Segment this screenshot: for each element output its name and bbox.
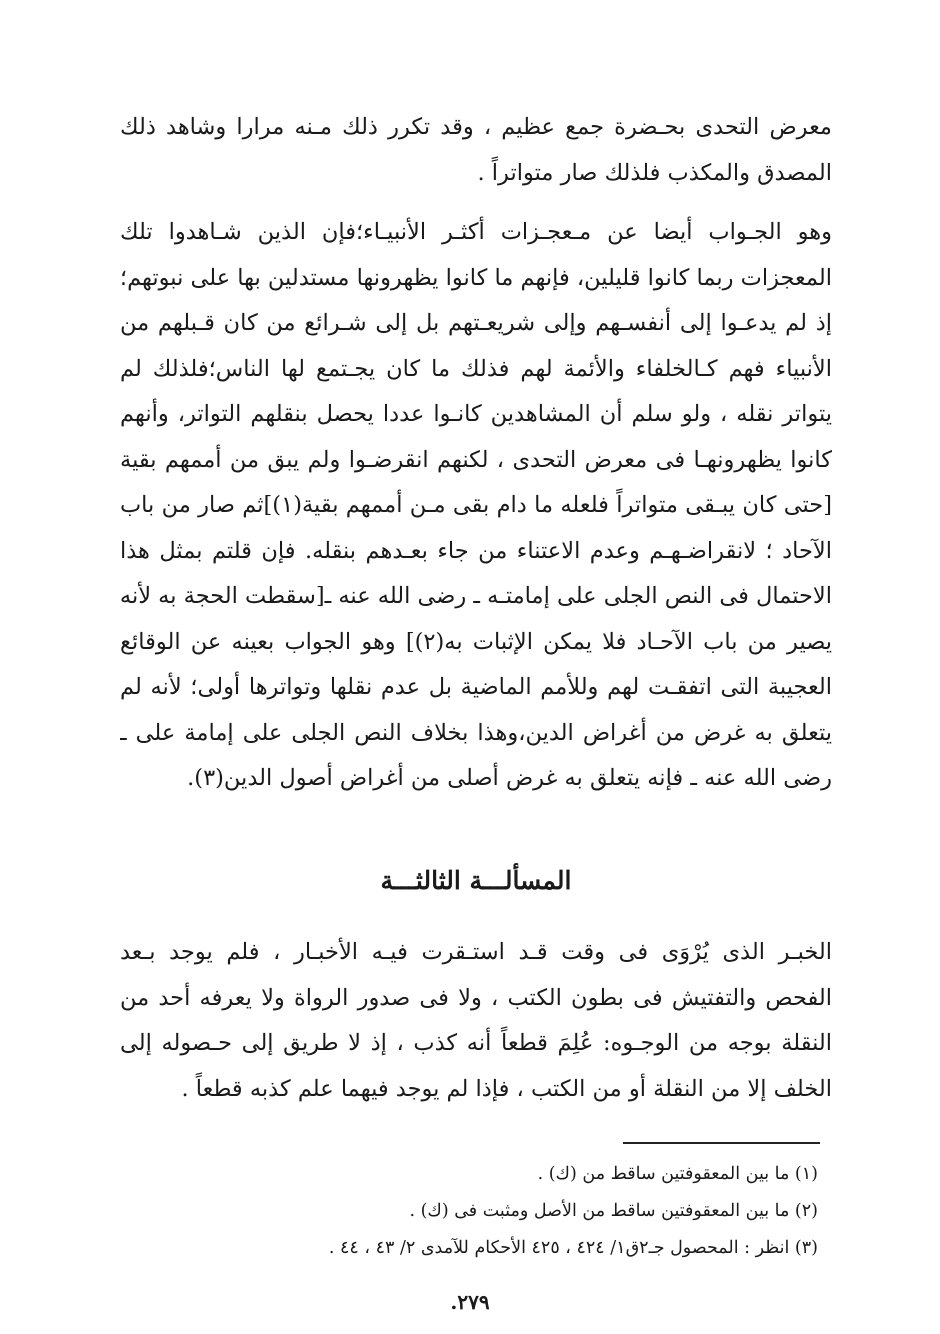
text-line: الأنبياء فهم كـالخلفاء والأئمة لهم فذلك ما كان يجـتمع لها الناس؛فلذلك لم — [120, 355, 832, 382]
text-line: إذ لم يدعـوا إلى أنفسـهم وإلى شريعـتهم بل إلى شـرائع من كان قـبلهم من — [120, 310, 832, 336]
footnote: (٣) انظر : المحصول جـ٢ق١/ ٤٢٤ ، ٤٢٥ الأحكام للآمدى ٢/ ٤٣ ، ٤٤ . — [328, 1238, 818, 1258]
text-line: الاحتمال فى النص الجلى على إمامتـه ـ رضى الله عنه ـ[سقطت الحجة به لأنه — [120, 583, 832, 609]
text-line: رضى الله عنه ـ فإنه يتعلق به غرض أصلى من أغراض أصول الدين(٣). — [187, 765, 832, 791]
text-line: المصدق والمكذب فلذلك صار متواتراً . — [477, 159, 832, 186]
text-line: [حتى كان يبـقى متواتراً فلعله ما دام بقى مـن أممهم بقية(١)]ثم صار من باب — [120, 492, 832, 518]
paragraph-2 — [120, 210, 832, 802]
paragraph-1 — [120, 105, 832, 196]
footnotes — [190, 1156, 818, 1267]
text-line: وهو الجـواب أيضا عن مـعجـزات أكثـر الأنبيـاء؛فإن الذين شـاهدوا تلك — [120, 219, 832, 245]
text-line: معرض التحدى بحـضرة جمع عظيم ، وقد تكرر ذلك مـنه مرارا وشاهد ذلك — [120, 114, 832, 140]
text-line: المعجزات ربما كانوا قليلين، فإنهم ما كانوا يظهرونها مستدلين بها على نبوتهم؛ — [120, 264, 832, 291]
text-line: يصير من باب الآحـاد فلا يمكن الإثبات به(٢)] وهو الجواب بعينه عن الوقائع — [120, 628, 832, 655]
text-line: الآحاد ؛ لانقراضـهـم وعدم الاعتناء من جاء بعـدهم بنقله. فإن قلتم بمثل هذا — [120, 537, 832, 564]
text-line: يتعلق به غرض من أغراض الدين،وهذا بخلاف النص الجلى على إمامة على ـ — [120, 719, 832, 746]
text-line: العجيبة التى اتفقـت لهم وللأمم الماضية بل عدم نقلها وتواترها أولى؛ لأنه لم — [120, 674, 832, 700]
text-line: كانوا يظهرونهـا فى معرض التحدى ، لكنهم انقرضـوا ولم يبق من أممهم بقية — [120, 446, 832, 473]
text-line: الخبـر الذى يُرْوَى فى وقت قـد استـقرت فيـه الأخبـار ، فلم يوجد بـعد — [120, 939, 832, 965]
section-heading: المسألـــة الثالثـــة — [380, 866, 572, 895]
footnote: (٢) ما بين المعقوفتين ساقط من الأصل ومثبت فى (ك) . — [409, 1201, 818, 1221]
text-line: الفحص والتفتيش فى بطون الكتب ، ولا فى صدور الرواة ولا يعرفه أحد من — [120, 984, 832, 1011]
page-number: ٢٧٩. — [450, 1290, 490, 1314]
footnote-divider — [623, 1142, 820, 1144]
text-line: يتواتر نقله ، ولو سلم أن المشاهدين كانـوا عددا يحصل بنقلهم التواتر، وأنهم — [120, 401, 832, 427]
text-line: النقلة بوجه من الوجـوه: عُلِمَ قطعاً أنه كذب ، إذ لا طريق إلى حـصوله إلى — [120, 1030, 832, 1056]
footnote: (١) ما بين المعقوفتين ساقط من (ك) . — [537, 1164, 818, 1184]
text-line: الخلف إلا من النقلة أو من الكتب ، فإذا لم يوجد فيهما علم كذبه قطعاً . — [181, 1075, 832, 1102]
paragraph-3 — [120, 930, 832, 1112]
